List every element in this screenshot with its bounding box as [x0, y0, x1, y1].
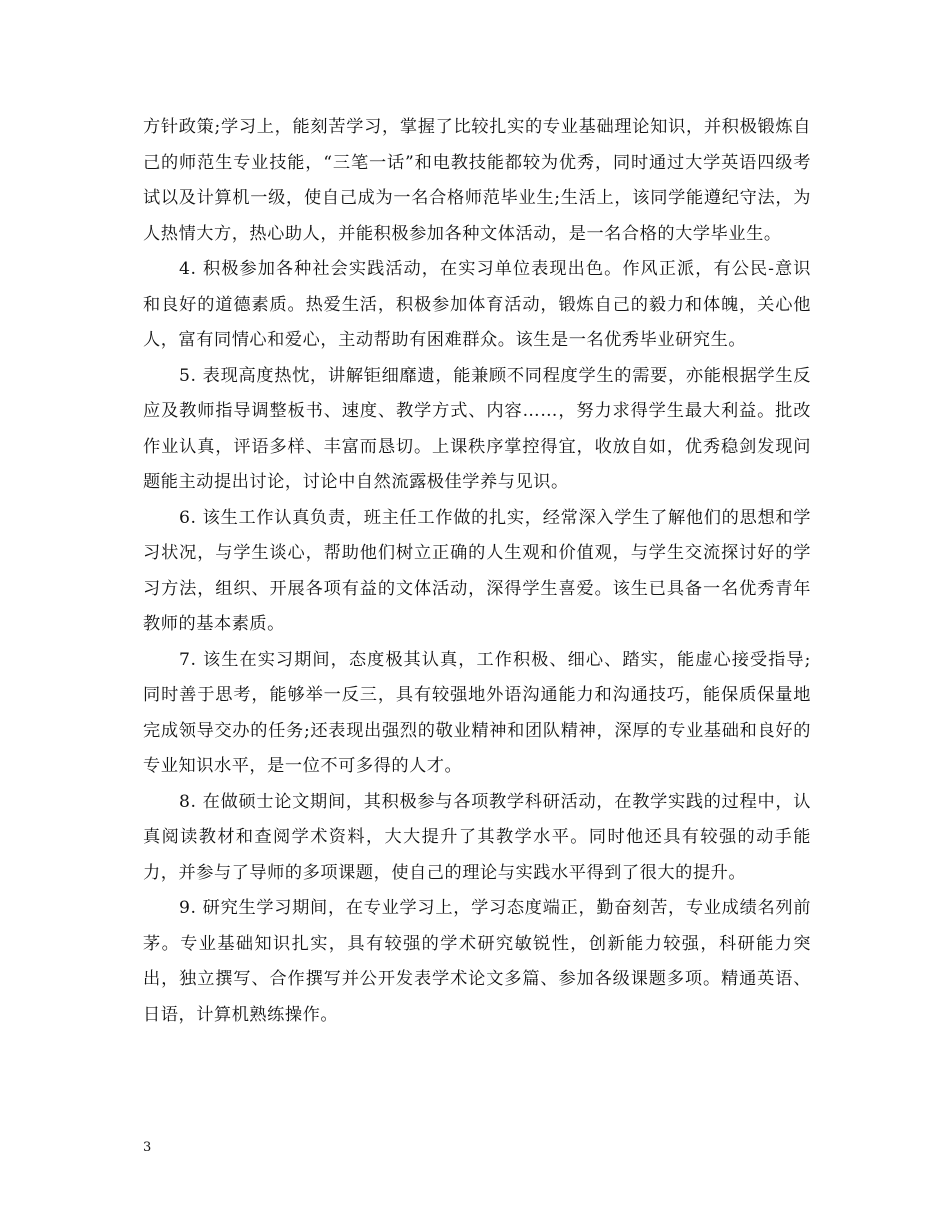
paragraph-item-6: 6. 该生工作认真负责，班主任工作做的扎实，经常深入学生了解他们的思想和学习状况，与学生谈心，帮助他们树立正确的人生观和价值观，与学生交流探讨好的学习方法，组织、开展各项有益的文体活动，深得学生喜爱。该生已具备一名优秀青年教师的基本素质。: [143, 507, 811, 634]
paragraph-item-4: 4. 积极参加各种社会实践活动，在实习单位表现出色。作风正派，有公民-意识和良好的道德素质。热爱生活，积极参加体育活动，锻炼自己的毅力和体魄，关心他人，富有同情心和爱心，主动帮助有困难群众。该生是一名优秀毕业研究生。: [143, 259, 811, 350]
paragraph-item-7: 7. 该生在实习期间，态度极其认真，工作积极、细心、踏实，能虚心接受指导;同时善于思考，能够举一反三，具有较强地外语沟通能力和沟通技巧，能保质保量地完成领导交办的任务;还表现出强烈的敬业精神和团队精神，深厚的专业基础和良好的专业知识水平，是一位不可多得的人才。: [143, 649, 811, 776]
paragraph-continuation: 方针政策;学习上，能刻苦学习，掌握了比较扎实的专业基础理论知识，并积极锻炼自己的师范生专业技能，“三笔一话”和电教技能都较为优秀，同时通过大学英语四级考试以及计算机一级，使自己成为一名合格师范毕业生;生活上，该同学能遵纪守法，为人热情大方，热心助人，并能积极参加各种文体活动，是一名合格的大学毕业生。: [143, 117, 811, 244]
paragraph-item-5: 5. 表现高度热忱，讲解钜细靡遗，能兼顾不同程度学生的需要，亦能根据学生反应及教师指导调整板书、速度、教学方式、内容……，努力求得学生最大利益。批改作业认真，评语多样、丰富而恳切。上课秩序掌控得宜，收放自如，优秀稳剑发现问题能主动提出讨论，讨论中自然流露极佳学养与见识。: [143, 365, 811, 492]
paragraph-item-8: 8. 在做硕士论文期间，其积极参与各项教学科研活动，在教学实践的过程中，认真阅读教材和查阅学术资料，大大提升了其教学水平。同时他还具有较强的动手能力，并参与了导师的多项课题，使自己的理论与实践水平得到了很大的提升。: [143, 791, 811, 883]
paragraph-item-9: 9. 研究生学习期间，在专业学习上，学习态度端正，勤奋刻苦，专业成绩名列前茅。专业基础知识扎实，具有较强的学术研究敏锐性，创新能力较强，科研能力突出，独立撰写、合作撰写并公开发表学术论文多篇、参加各级课题多项。精通英语、日语，计算机熟练操作。: [143, 898, 811, 1025]
document-body: [143, 110, 811, 1033]
page-number: 3: [143, 1140, 152, 1155]
